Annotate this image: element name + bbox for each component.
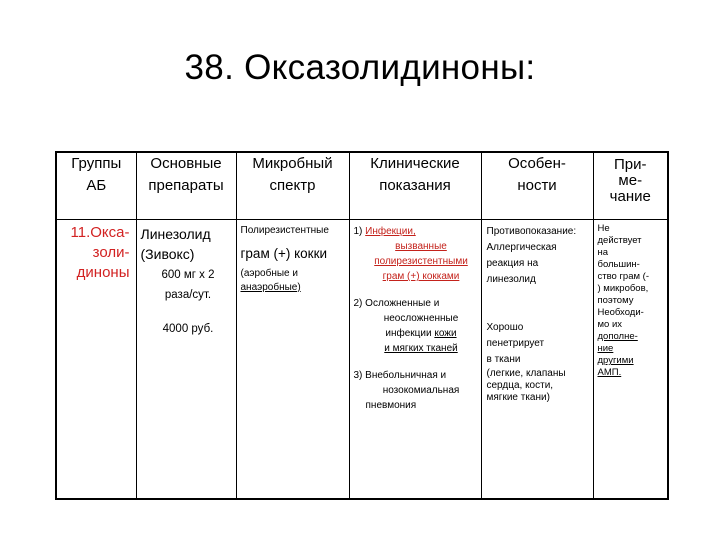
table-header-row [56, 152, 668, 220]
notes-cell: Не действует на большин- ство грам (- ) микробов, поэтому Необходи- мо их дополне- ние другими АМП. [593, 220, 668, 500]
drug-price: 4000 руб. [162, 323, 214, 335]
header-indications: Клинические показания [349, 152, 481, 220]
indications-cell: 1) Инфекции, вызванные полирезистентными грам (+) кокками 2) Осложненные и неосложненные инфекции кожи и мягких тканей 3) Внебольничная и нозокомиальная пневмония [349, 220, 481, 500]
header-spectrum: Микробный спектр [236, 152, 349, 220]
slide-title: 38. Оксазолидиноны: [184, 48, 536, 87]
table-row [56, 220, 668, 500]
drug-cell [136, 220, 236, 500]
header-drugs: Основные препараты [136, 152, 236, 220]
header-groups: Группы АБ [56, 152, 136, 220]
drug-brand: (Зивокс) [140, 246, 195, 262]
drug-dose: 600 мг х 2 раза/сут. [161, 269, 215, 301]
header-notes: При- ме- чание [593, 152, 668, 220]
header-features: Особен- ности [481, 152, 593, 220]
indication-link[interactable]: Инфекции, [365, 226, 416, 237]
oxazolidinones-table [55, 151, 669, 500]
drug-name: Линезолид [140, 226, 211, 242]
features-cell: Противопоказание: Аллергическая реакция на линезолид Хорошо пенетрирует в ткани (легкие, клапаны сердца, кости, мягкие ткани) [481, 220, 593, 500]
spectrum-cell: Полирезистентные грам (+) кокки (аэробные и анаэробные) [236, 220, 349, 500]
group-cell: 11.Окса- золи- диноны [56, 220, 136, 500]
